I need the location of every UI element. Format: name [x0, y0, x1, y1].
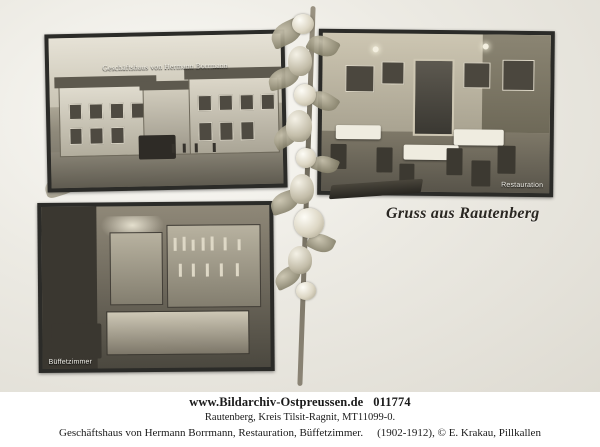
photo-restauration	[317, 29, 555, 197]
window	[110, 103, 124, 119]
window	[90, 127, 104, 144]
photo-geschaeftshaus-inner	[48, 34, 283, 189]
flower	[294, 84, 316, 106]
bench	[51, 323, 101, 359]
window	[240, 121, 254, 140]
description-line	[0, 427, 600, 439]
person	[195, 143, 198, 152]
window	[240, 94, 254, 110]
chair	[472, 161, 490, 186]
flower	[292, 14, 314, 34]
bottle	[183, 237, 186, 252]
bottle	[220, 264, 223, 277]
rights-text: (1902-1912), © E. Krakau, Pillkallen	[377, 427, 541, 439]
bottle	[192, 264, 195, 277]
buffet-shelf	[110, 232, 163, 306]
window	[111, 127, 125, 144]
bottle	[192, 240, 195, 251]
archive-site-url: www.Bildarchiv-Ostpreussen.de	[189, 395, 364, 409]
dining-table	[454, 129, 504, 145]
location-line: Rautenberg, Kreis Tilsit-Ragnit, MT11099-0.	[204, 412, 396, 423]
photo-bueffetzimmer-caption: Büffetzimmer	[48, 358, 93, 366]
flower-bud	[288, 46, 312, 76]
window	[69, 128, 83, 145]
chair	[497, 145, 516, 174]
flower-bud	[288, 246, 312, 274]
bottle	[210, 236, 213, 251]
photo-restauration-caption: Restauration	[501, 181, 544, 190]
window	[220, 122, 234, 141]
flower	[294, 208, 324, 238]
buffet-counter	[106, 310, 250, 355]
bottle	[174, 238, 177, 251]
bottle	[224, 238, 227, 251]
doorway	[413, 59, 454, 136]
bottle	[179, 264, 182, 277]
wall-picture	[464, 63, 491, 89]
caption-block	[0, 392, 600, 447]
person	[183, 144, 186, 153]
ceiling-lamp	[373, 46, 379, 52]
bottle	[201, 238, 204, 251]
photo-shop-title: Geschäftshaus von Hermann Borrmann	[102, 60, 228, 73]
archive-site-line	[0, 395, 600, 410]
chair	[447, 148, 463, 175]
chair	[376, 147, 392, 172]
window	[89, 103, 103, 119]
person	[213, 143, 216, 152]
flower	[296, 148, 316, 168]
wall-picture	[382, 62, 405, 85]
photo-bueffetzimmer	[37, 201, 274, 373]
window	[68, 104, 82, 120]
description-text: Geschäftshaus von Hermann Borrmann, Restauration, Büffetzimmer.	[59, 427, 364, 439]
roof-middle	[140, 80, 196, 90]
flower	[296, 282, 316, 300]
greeting-title: Gruss aus Rautenberg	[386, 205, 540, 222]
photo-geschaeftshaus	[44, 30, 287, 193]
flower-bud	[286, 110, 312, 142]
person	[171, 144, 174, 153]
bottle	[238, 239, 241, 250]
photo-bueffetzimmer-inner	[41, 205, 270, 369]
window	[219, 95, 233, 111]
window	[199, 122, 213, 141]
archive-id: 011774	[373, 395, 411, 409]
flower-bud	[290, 174, 314, 204]
wall-picture	[345, 65, 375, 93]
bottle	[236, 264, 239, 277]
window	[198, 95, 212, 111]
wall-picture	[502, 60, 534, 91]
photo-restauration-inner	[321, 33, 551, 193]
building-right	[188, 73, 280, 155]
bottle	[206, 264, 209, 277]
